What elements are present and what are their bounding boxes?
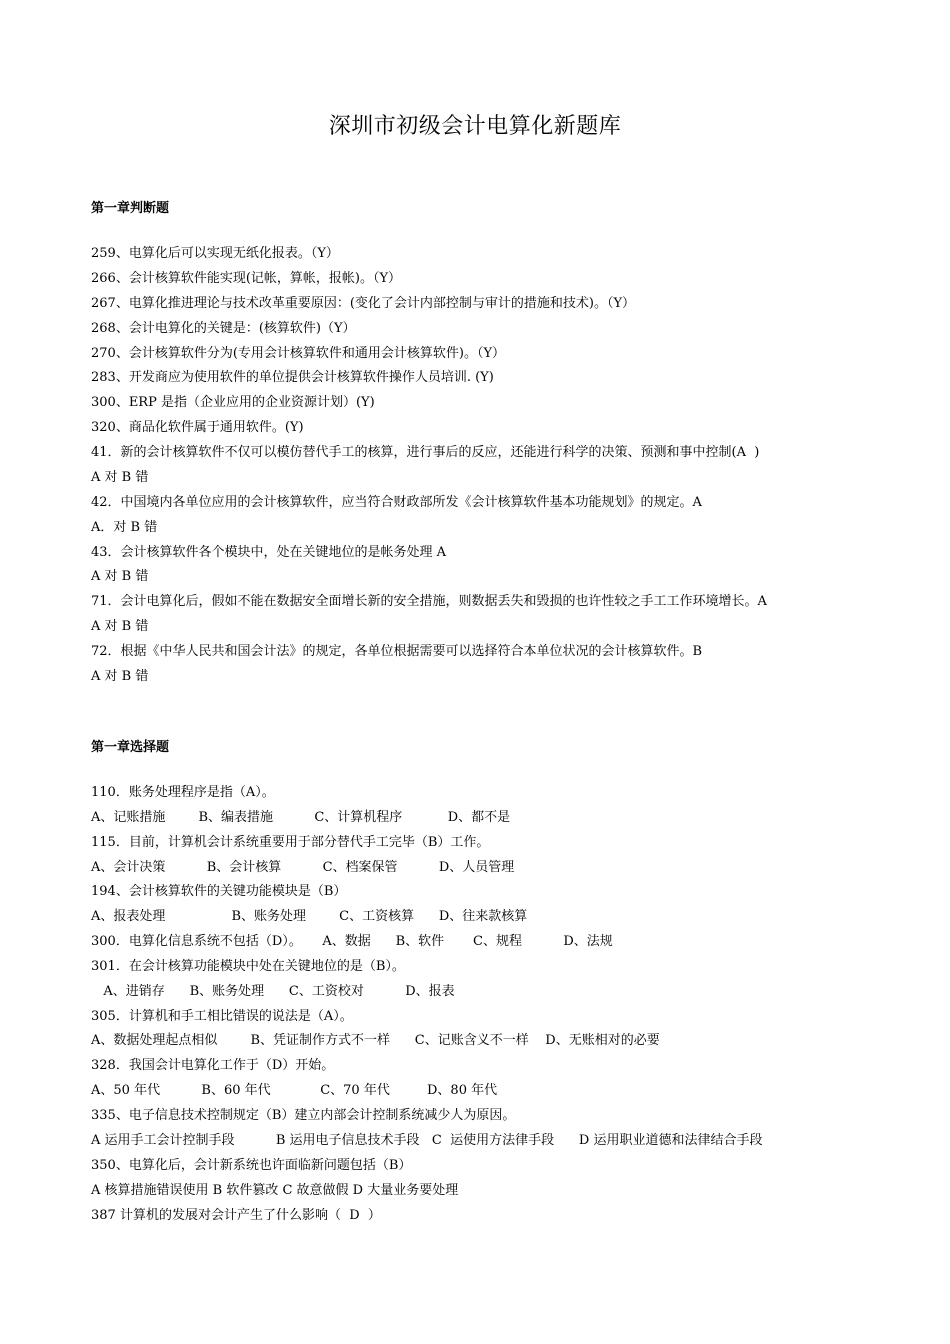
answer-options-line: A．对 B 错: [91, 520, 158, 535]
answer-options-line: A、会计决策 B、会计核算 C、档案保管 D、人员管理: [91, 860, 515, 875]
question-line: 300、ERP 是指（企业应用的企业资源计划）(Y): [91, 395, 375, 410]
question-line: 110．账务处理程序是指（A）。: [91, 785, 275, 800]
answer-options-line: A、数据处理起点相似 B、凭证制作方式不一样 C、记账含义不一样 D、无账相对的必要: [91, 1033, 660, 1048]
answer-options-line: A、50 年代 B、60 年代 C、70 年代 D、80 年代: [91, 1083, 498, 1098]
section-heading-choice: 第一章选择题: [91, 740, 170, 755]
document-title: 深圳市初级会计电算化新题库: [328, 114, 622, 139]
answer-options-line: A、报表处理 B、账务处理 C、工资核算 D、往来款核算: [91, 909, 528, 924]
question-line: 267、电算化推进理论与技术改革重要原因：(变化了会计内部控制与审计的措施和技术)。（Y）: [91, 296, 636, 311]
question-line: 194、会计核算软件的关键功能模块是（B）: [91, 884, 347, 899]
question-line: 301．在会计核算功能模块中处在关键地位的是（B）。: [91, 959, 405, 974]
question-line: 387 计算机的发展对会计产生了什么影响（ D ）: [91, 1208, 381, 1223]
question-line: 305．计算机和手工相比错误的说法是（A）。: [91, 1009, 353, 1024]
answer-options-line: A 运用手工会计控制手段 B 运用电子信息技术手段 C 运使用方法律手段 D 运用职业道德和法律结合手段: [91, 1133, 763, 1148]
question-line: 270、会计核算软件分为(专用会计核算软件和通用会计核算软件)。（Y）: [91, 346, 506, 361]
answer-options-line: A、记账措施 B、编表措施 C、计算机程序 D、都不是: [91, 810, 511, 825]
answer-options-line: A 对 B 错: [91, 619, 149, 634]
question-line: 43．会计核算软件各个模块中，处在关键地位的是帐务处理 A: [91, 545, 447, 560]
question-line: 335、电子信息技术控制规定（B）建立内部会计控制系统减少人为原因。: [91, 1108, 516, 1123]
question-line: 300．电算化信息系统不包括（D）。 A、数据 B、软件 C、规程 D、法规: [91, 934, 613, 949]
section-heading-judgment: 第一章判断题: [91, 201, 170, 216]
question-line: 283、开发商应为使用软件的单位提供会计核算软件操作人员培训. (Y): [91, 370, 494, 385]
question-line: 266、会计核算软件能实现(记帐，算帐，报帐)。（Y）: [91, 271, 402, 286]
answer-options-line: A 核算措施错误使用 B 软件篡改 C 故意做假 D 大量业务要处理: [91, 1183, 459, 1198]
question-line: 350、电算化后，会计新系统也许面临新问题包括（B）: [91, 1158, 412, 1173]
question-line: 115．目前，计算机会计系统重要用于部分替代手工完毕（B）工作。: [91, 835, 490, 850]
answer-options-line: A、进销存 B、账务处理 C、工资校对 D、报表: [91, 984, 455, 999]
question-line: 41．新的会计核算软件不仅可以模仿替代手工的核算，进行事后的反应，还能进行科学的决策、预测和事中控制(A ): [91, 445, 760, 460]
question-line: 268、会计电算化的关键是：(核算软件)（Y）: [91, 321, 356, 336]
question-line: 72．根据《中华人民共和国会计法》的规定，各单位根据需要可以选择符合本单位状况的会计核算软件。B: [91, 644, 703, 659]
question-line: 71．会计电算化后，假如不能在数据安全面增长新的安全措施，则数据丢失和毁损的也许性较之手工工作环境增长。A: [91, 594, 767, 609]
answer-options-line: A 对 B 错: [91, 669, 149, 684]
question-line: 328．我国会计电算化工作于（D）开始。: [91, 1058, 335, 1073]
question-line: 42．中国境内各单位应用的会计核算软件，应当符合财政部所发《会计核算软件基本功能规划》的规定。A: [91, 495, 702, 510]
answer-options-line: A 对 B 错: [91, 569, 149, 584]
question-line: 320、商品化软件属于通用软件。(Y): [91, 420, 304, 435]
answer-options-line: A 对 B 错: [91, 470, 149, 485]
question-line: 259、电算化后可以实现无纸化报表。（Y）: [91, 246, 339, 261]
